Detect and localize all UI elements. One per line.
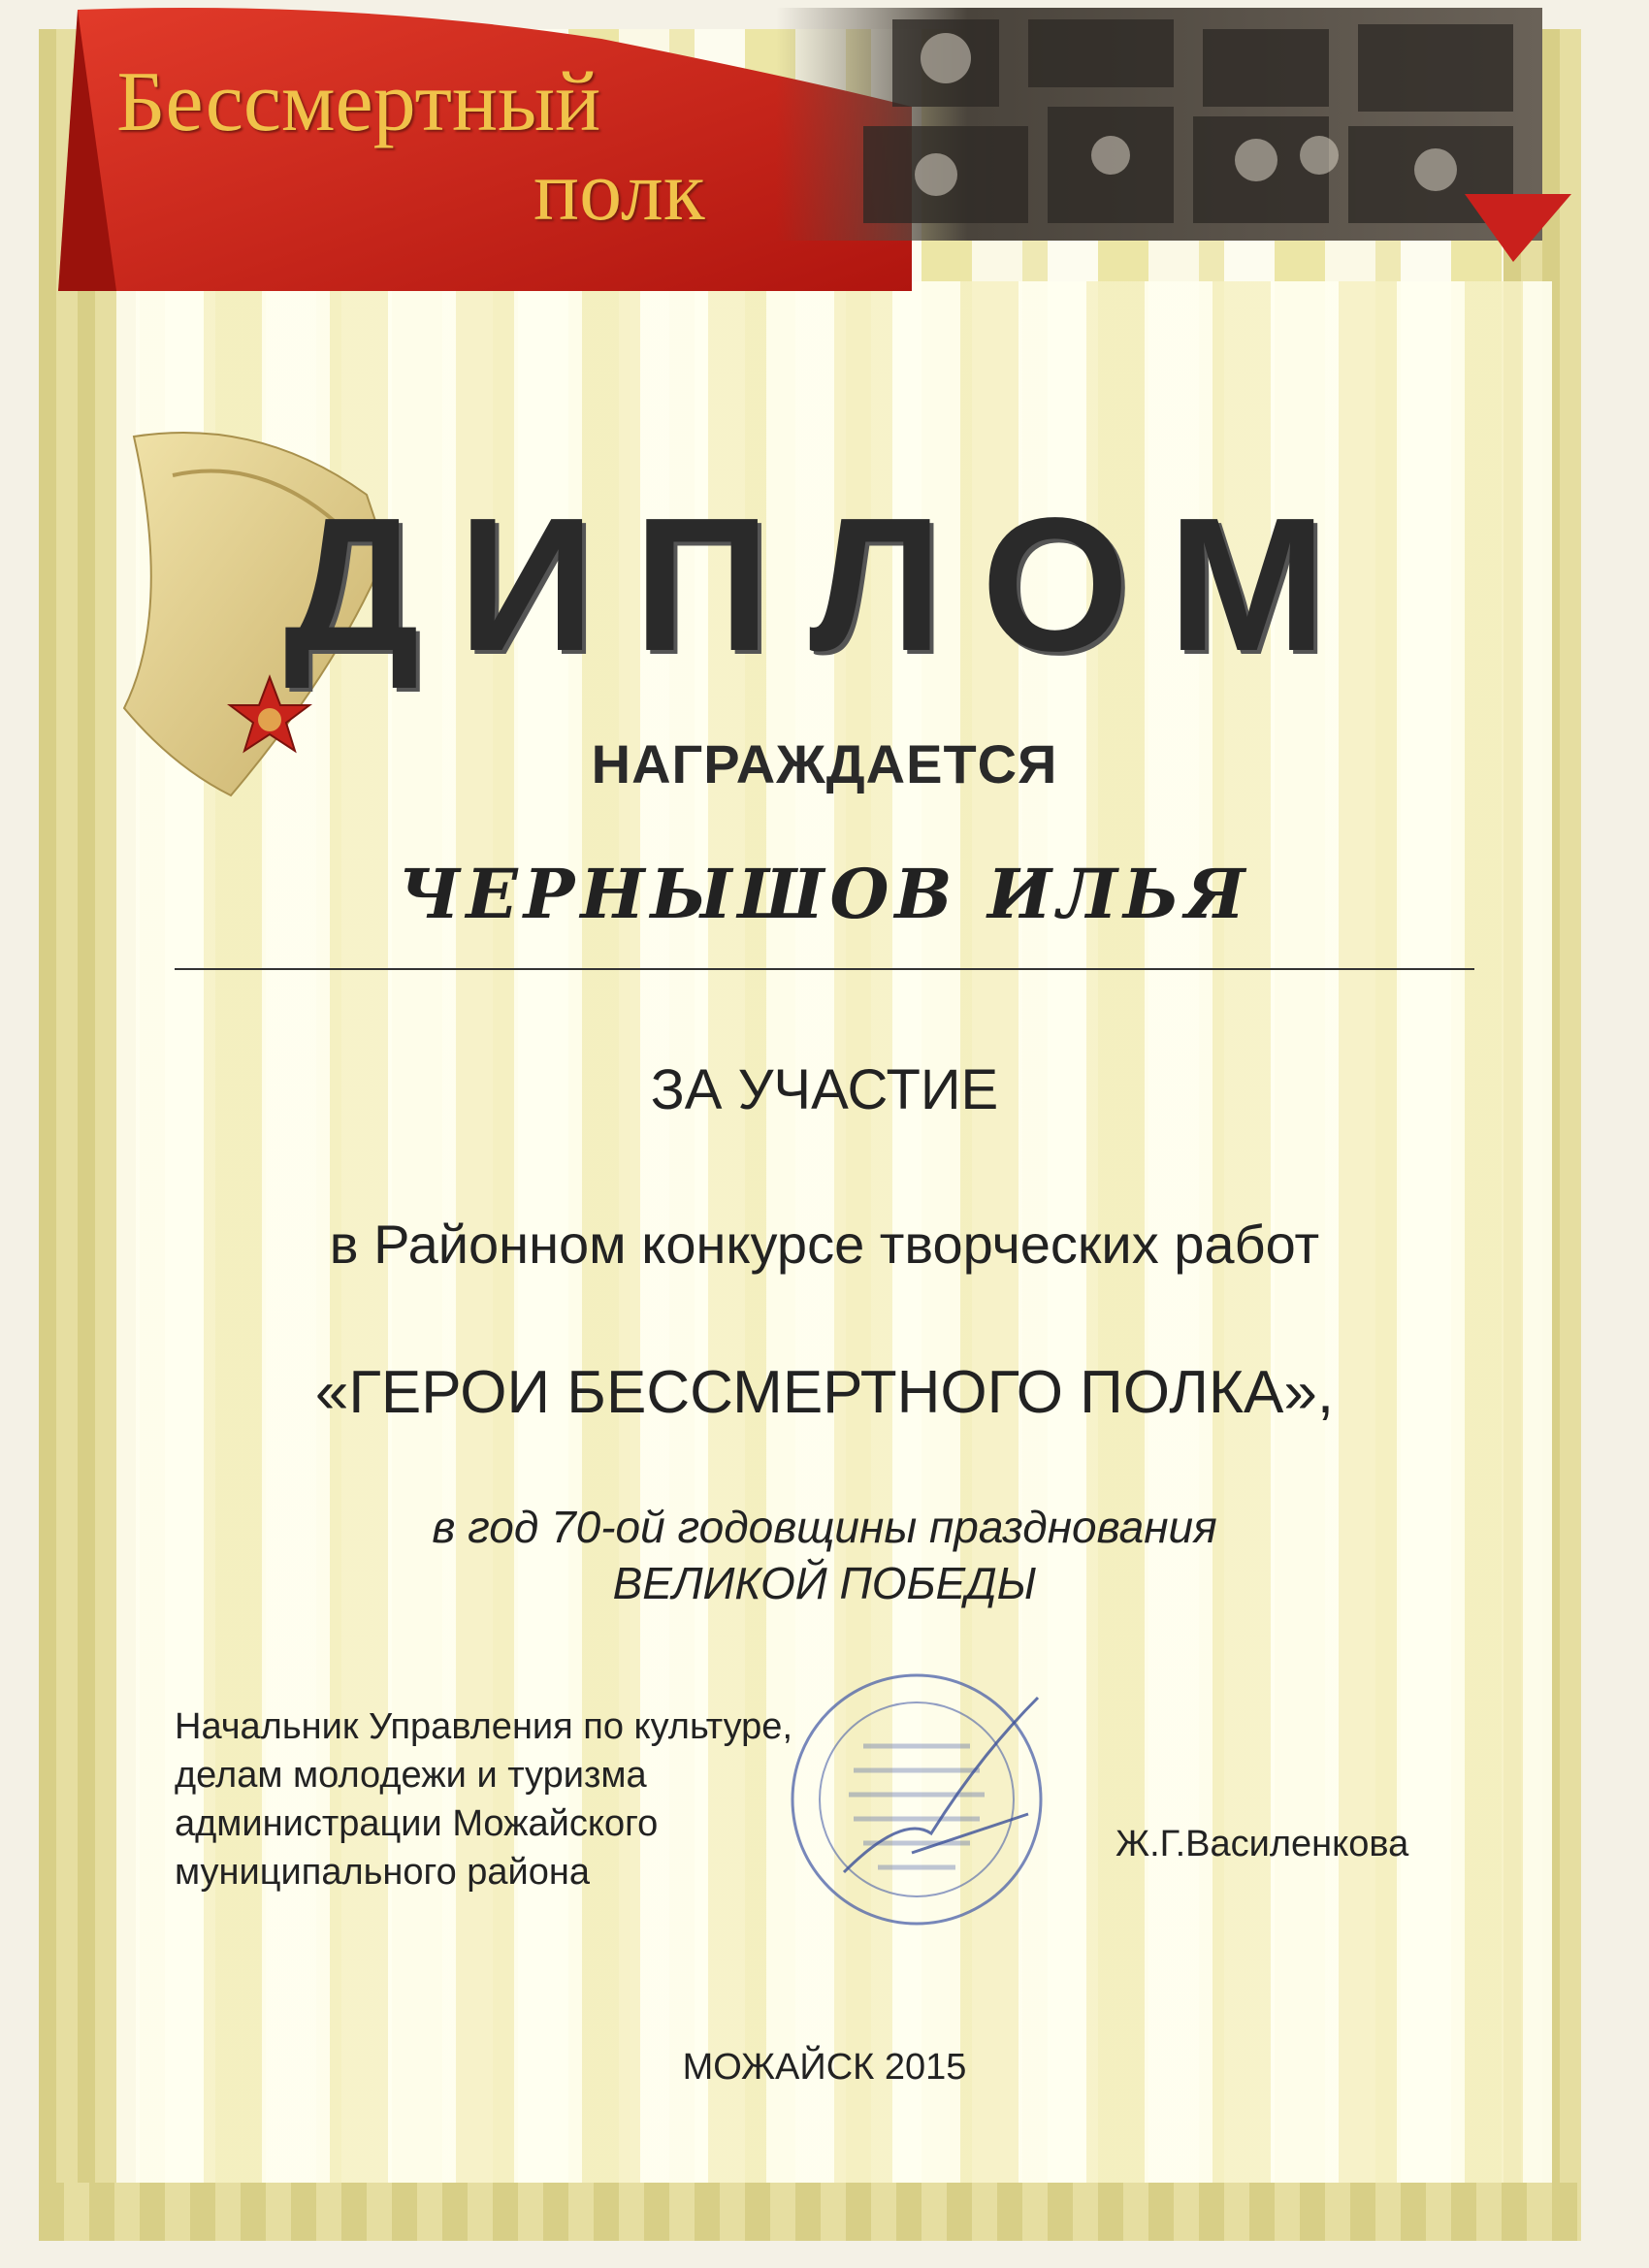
contest-name: «ГЕРОИ БЕССМЕРТНОГО ПОЛКА», [314,1359,1335,1426]
signatory-title [175,1702,854,1896]
awarded-label: НАГРАЖДАЕТСЯ [591,733,1058,794]
recipient-name: ЧЕРНЫШОВ ИЛЬЯ [398,854,1251,934]
diploma-title: ДИПЛОМ [283,478,1366,691]
signatory-line2: делам молодежи и туризма [175,1755,647,1796]
official-stamp [786,1669,1048,1930]
signer-name: Ж.Г.Василенкова [1116,1824,1409,1864]
banner-title [116,55,737,239]
for-participation: ЗА УЧАСТИЕ [650,1058,999,1121]
signature-stroke [844,1698,1038,1872]
anniversary-line2: ВЕЛИКОЙ ПОБЕДЫ [612,1558,1037,1608]
frame-left [39,29,116,2241]
frame-bottom [39,2183,1581,2241]
name-underline [175,968,1474,970]
anniversary-line1: в год 70-ой годовщины празднования [432,1502,1217,1552]
banner-title-line2: полк [534,145,705,239]
signatory-line4: муниципального района [175,1852,591,1893]
banner-title-line1: Бессмертный [116,55,601,149]
city-year: МОЖАЙСК 2015 [682,2047,967,2088]
contest-description: в Районном конкурсе творческих работ [329,1214,1320,1275]
signatory-line3: администрации Можайского [175,1803,659,1844]
anniversary-text [0,1499,1649,1611]
signatory-line1: Начальник Управления по культуре, [175,1706,793,1747]
